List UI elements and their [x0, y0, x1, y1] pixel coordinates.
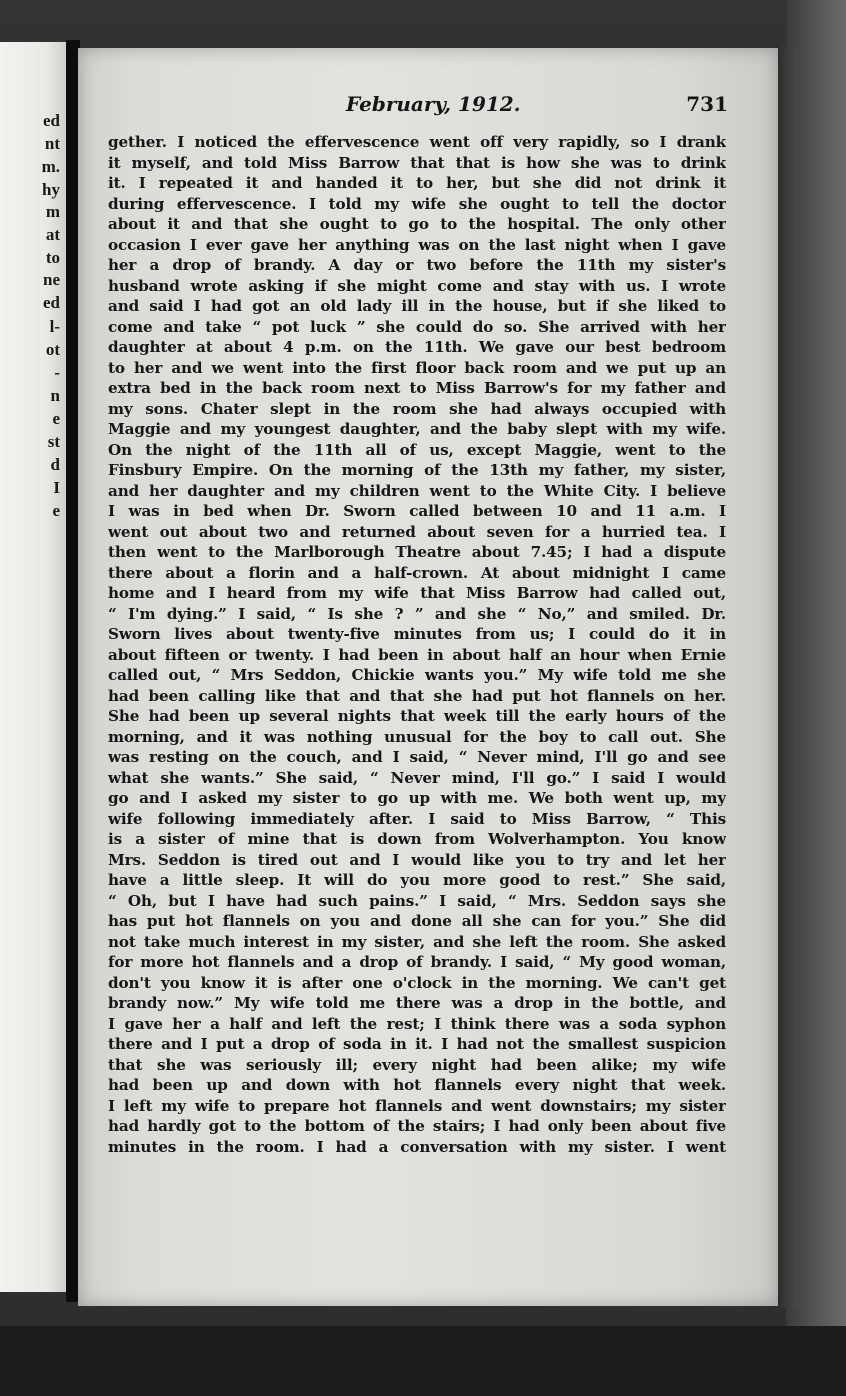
- text-line: husband wrote asking if she might come and stay with us. I wrote: [108, 276, 726, 295]
- previous-page-fragment: e: [52, 501, 60, 520]
- header-date: February, 1912.: [346, 92, 521, 116]
- text-line: what she wants.” She said, “ Never mind, I'll go.” I said I would: [108, 768, 726, 787]
- text-line: about it and that she ought to go to the hospital. The only other: [108, 215, 726, 233]
- previous-page-sliver: [0, 42, 69, 1292]
- previous-page-fragment: l-: [49, 317, 60, 336]
- text-line: and said I had got an old lady ill in the house, but if she liked to: [108, 297, 726, 315]
- text-line: occasion I ever gave her anything was on the last night when I gave: [108, 235, 726, 254]
- text-line: don't you know it is after one o'clock in the morning. We can't get: [108, 973, 726, 992]
- previous-page-fragment: to: [45, 248, 60, 267]
- text-line: is a sister of mine that is down from Wolverhampton. You know: [108, 830, 726, 848]
- text-line: extra bed in the back room next to Miss Barrow's for my father and: [108, 379, 726, 397]
- text-line: minutes in the room. I had a conversation with my sister. I went: [108, 1137, 726, 1156]
- previous-page-fragment: st: [47, 432, 60, 451]
- text-line: and her daughter and my children went to the White City. I believe: [108, 481, 726, 500]
- text-line: called out, “ Mrs Seddon, Chickie wants you.” My wife told me she: [108, 666, 726, 684]
- scanner-bottom-band: [0, 1326, 846, 1396]
- text-line: go and I asked my sister to go up with me. We both went up, my: [108, 789, 726, 807]
- previous-page-fragment: hy: [42, 180, 60, 199]
- book-page: [78, 48, 778, 1306]
- text-line: morning, and it was nothing unusual for the boy to call out. She: [108, 727, 726, 746]
- previous-page-fragment: ot: [45, 340, 60, 359]
- text-line: wife following immediately after. I said to Miss Barrow, “ This: [108, 809, 726, 828]
- text-line: “ Oh, but I have had such pains.” I said, “ Mrs. Seddon says she: [108, 891, 726, 910]
- text-line: had been calling like that and that she had put hot flannels on her.: [108, 686, 726, 705]
- previous-page-fragment: nt: [44, 134, 60, 153]
- text-line: daughter at about 4 p.m. on the 11th. We gave our best bedroom: [108, 338, 726, 356]
- text-line: had hardly got to the bottom of the stairs; I had only been about five: [108, 1117, 726, 1135]
- text-line: about fifteen or twenty. I had been in about half an hour when Ernie: [108, 645, 726, 664]
- text-line: Mrs. Seddon is tired out and I would like you to try and let her: [108, 850, 726, 869]
- page-number: 731: [686, 92, 728, 116]
- text-line: Sworn lives about twenty-five minutes from us; I could do it in: [108, 625, 726, 643]
- text-line: had been up and down with hot flannels every night that week.: [108, 1076, 726, 1094]
- page-edge-shadow: [776, 46, 798, 1308]
- text-line: not take much interest in my sister, and she left the room. She asked: [108, 932, 726, 951]
- text-line: She had been up several nights that week till the early hours of the: [108, 707, 726, 725]
- previous-page-fragment: ne: [43, 270, 60, 289]
- text-line: it. I repeated it and handed it to her, but she did not drink it: [108, 174, 726, 192]
- text-line: brandy now.” My wife told me there was a drop in the bottle, and: [108, 994, 726, 1012]
- text-line: On the night of the 11th all of us, except Maggie, went to the: [108, 440, 726, 459]
- text-line: went out about two and returned about seven for a hurried tea. I: [108, 522, 726, 541]
- text-line: to her and we went into the first floor back room and we put up an: [108, 358, 726, 377]
- text-line: gether. I noticed the effervescence went off very rapidly, so I drank: [108, 133, 726, 151]
- text-line: I gave her a half and left the rest; I think there was a soda syphon: [108, 1014, 726, 1033]
- previous-page-fragment: -: [54, 363, 60, 382]
- text-line: it myself, and told Miss Barrow that that is how she was to drink: [108, 153, 726, 172]
- text-line: I left my wife to prepare hot flannels and went downstairs; my sister: [108, 1096, 726, 1115]
- running-header: [78, 92, 778, 118]
- text-line: during effervescence. I told my wife she ought to tell the doctor: [108, 194, 726, 213]
- previous-page-fragment: m: [45, 202, 60, 221]
- body-text: [108, 132, 726, 1157]
- previous-page-fragment: m.: [41, 157, 60, 176]
- text-line: come and take “ pot luck ” she could do so. She arrived with her: [108, 317, 726, 336]
- previous-page-fragment: at: [45, 225, 60, 244]
- text-line: was resting on the couch, and I said, “ Never mind, I'll go and see: [108, 748, 726, 766]
- text-line: “ I'm dying.” I said, “ Is she ? ” and she “ No,” and smiled. Dr.: [108, 604, 726, 623]
- previous-page-fragment: n: [50, 386, 60, 405]
- text-line: her a drop of brandy. A day or two before the 11th my sister's: [108, 256, 726, 274]
- text-line: I was in bed when Dr. Sworn called between 10 and 11 a.m. I: [108, 502, 726, 520]
- text-line: then went to the Marlborough Theatre about 7.45; I had a dispute: [108, 543, 726, 561]
- previous-page-fragment: ed: [43, 111, 60, 130]
- text-line: my sons. Chater slept in the room she had always occupied with: [108, 399, 726, 418]
- previous-page-fragment: e: [52, 409, 60, 428]
- text-line: has put hot flannels on you and done all she can for you.” She did: [108, 912, 726, 930]
- previous-page-fragment: d: [50, 455, 60, 474]
- text-line: home and I heard from my wife that Miss Barrow had called out,: [108, 584, 726, 602]
- text-line: Maggie and my youngest daughter, and the baby slept with my wife.: [108, 420, 726, 438]
- previous-page-fragment: ed: [43, 293, 60, 312]
- text-line: for more hot flannels and a drop of brandy. I said, “ My good woman,: [108, 953, 726, 971]
- text-line: that she was seriously ill; every night had been alike; my wife: [108, 1055, 726, 1074]
- previous-page-fragment: I: [53, 478, 60, 497]
- text-line: Finsbury Empire. On the morning of the 13th my father, my sister,: [108, 461, 726, 479]
- text-line: there and I put a drop of soda in it. I had not the smallest suspicion: [108, 1035, 726, 1053]
- text-line: have a little sleep. It will do you more good to rest.” She said,: [108, 871, 726, 889]
- text-line: there about a florin and a half-crown. At about midnight I came: [108, 563, 726, 582]
